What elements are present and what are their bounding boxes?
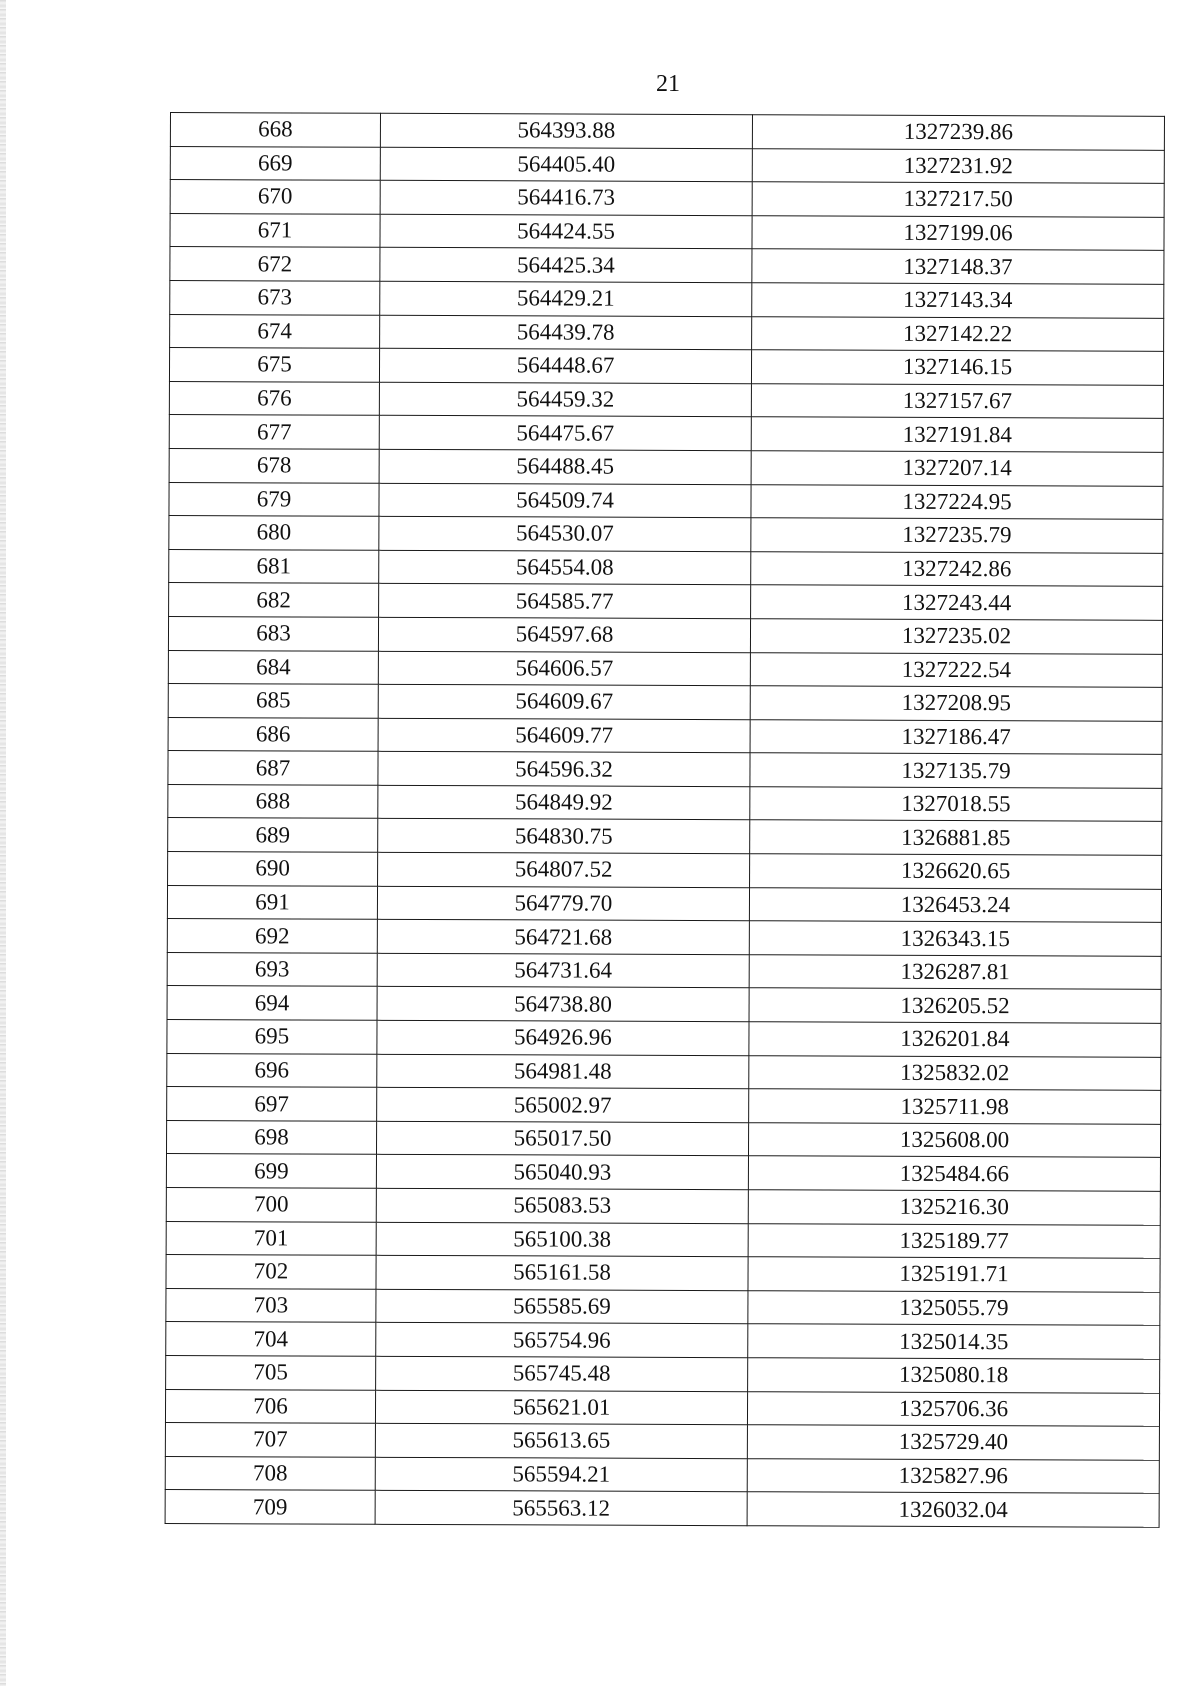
y-coordinate-cell: 1327142.22 (752, 316, 1164, 351)
y-coordinate-cell: 1327148.37 (752, 249, 1164, 284)
y-coordinate-cell: 1326032.04 (747, 1492, 1159, 1527)
y-coordinate-cell: 1325827.96 (747, 1458, 1159, 1493)
point-number-cell: 670 (170, 180, 380, 214)
point-number-cell: 705 (166, 1355, 376, 1389)
x-coordinate-cell: 564830.75 (378, 819, 750, 854)
table-row (169, 381, 1163, 418)
point-number-cell: 681 (169, 549, 379, 583)
table-row (166, 1288, 1160, 1325)
point-number-cell: 701 (166, 1221, 376, 1255)
point-number-cell: 707 (165, 1423, 375, 1457)
table-row (166, 1355, 1160, 1392)
y-coordinate-cell: 1327018.55 (750, 787, 1162, 822)
table-row (168, 751, 1162, 788)
table-row (170, 280, 1164, 317)
table-row (167, 986, 1161, 1023)
y-coordinate-cell: 1325055.79 (748, 1291, 1160, 1326)
table-row (169, 482, 1163, 519)
table-row (166, 1322, 1160, 1359)
x-coordinate-cell: 564597.68 (378, 617, 750, 652)
y-coordinate-cell: 1327224.95 (751, 484, 1163, 519)
y-coordinate-cell: 1327143.34 (752, 283, 1164, 318)
point-number-cell: 687 (168, 751, 378, 785)
y-coordinate-cell: 1327199.06 (752, 216, 1164, 251)
x-coordinate-cell: 565754.96 (376, 1323, 748, 1358)
point-number-cell: 675 (169, 348, 379, 382)
y-coordinate-cell: 1327217.50 (752, 182, 1164, 217)
point-number-cell: 682 (169, 583, 379, 617)
point-number-cell: 676 (169, 381, 379, 415)
point-number-cell: 684 (168, 650, 378, 684)
y-coordinate-cell: 1327242.86 (751, 551, 1163, 586)
y-coordinate-cell: 1327191.84 (751, 417, 1163, 452)
y-coordinate-cell: 1327135.79 (750, 753, 1162, 788)
y-coordinate-cell: 1327235.02 (750, 619, 1162, 654)
x-coordinate-cell: 565621.01 (375, 1390, 747, 1425)
table-row (165, 1490, 1159, 1527)
point-number-cell: 674 (170, 314, 380, 348)
table-row (165, 1423, 1159, 1460)
x-coordinate-cell: 564981.48 (377, 1054, 749, 1089)
table-row (167, 919, 1161, 956)
x-coordinate-cell: 565017.50 (376, 1121, 748, 1156)
table-row (168, 717, 1162, 754)
table-row (170, 146, 1164, 183)
point-number-cell: 668 (170, 113, 380, 147)
y-coordinate-cell: 1326205.52 (749, 988, 1161, 1023)
x-coordinate-cell: 564731.64 (377, 953, 749, 988)
y-coordinate-cell: 1325832.02 (749, 1055, 1161, 1090)
x-coordinate-cell: 564596.32 (378, 752, 750, 787)
scan-edge (0, 0, 6, 1686)
point-number-cell: 683 (168, 616, 378, 650)
table-row (169, 415, 1163, 452)
table-row (166, 1154, 1160, 1191)
x-coordinate-cell: 564606.57 (378, 651, 750, 686)
point-number-cell: 697 (167, 1087, 377, 1121)
x-coordinate-cell: 564554.08 (379, 550, 751, 585)
point-number-cell: 708 (165, 1456, 375, 1490)
x-coordinate-cell: 564721.68 (377, 920, 749, 955)
point-number-cell: 693 (167, 952, 377, 986)
table-row (166, 1120, 1160, 1157)
coordinates-table (165, 112, 1165, 1528)
table-row (168, 684, 1162, 721)
table-row (167, 952, 1161, 989)
x-coordinate-cell: 564926.96 (377, 1020, 749, 1055)
y-coordinate-cell: 1327207.14 (751, 451, 1163, 486)
y-coordinate-cell: 1326201.84 (749, 1022, 1161, 1057)
y-coordinate-cell: 1325191.71 (748, 1257, 1160, 1292)
table-row (169, 583, 1163, 620)
x-coordinate-cell: 565040.93 (376, 1155, 748, 1190)
x-coordinate-cell: 564509.74 (379, 483, 751, 518)
table-row (169, 549, 1163, 586)
x-coordinate-cell: 564738.80 (377, 987, 749, 1022)
table-row (170, 314, 1164, 351)
y-coordinate-cell: 1325729.40 (747, 1425, 1159, 1460)
point-number-cell: 703 (166, 1288, 376, 1322)
x-coordinate-cell: 565083.53 (376, 1188, 748, 1223)
point-number-cell: 692 (167, 919, 377, 953)
point-number-cell: 702 (166, 1255, 376, 1289)
x-coordinate-cell: 564609.77 (378, 718, 750, 753)
y-coordinate-cell: 1327222.54 (750, 652, 1162, 687)
table-row (167, 1053, 1161, 1090)
table-row (170, 247, 1164, 284)
table-row (169, 348, 1163, 385)
page-number: 21 (656, 71, 680, 97)
y-coordinate-cell: 1325216.30 (748, 1190, 1160, 1225)
x-coordinate-cell: 564393.88 (380, 113, 752, 148)
table-row (166, 1187, 1160, 1224)
y-coordinate-cell: 1325711.98 (749, 1089, 1161, 1124)
y-coordinate-cell: 1326453.24 (749, 887, 1161, 922)
point-number-cell: 689 (168, 818, 378, 852)
table-row (167, 1020, 1161, 1057)
x-coordinate-cell: 564779.70 (377, 886, 749, 921)
x-coordinate-cell: 564530.07 (379, 516, 751, 551)
x-coordinate-cell: 565161.58 (376, 1255, 748, 1290)
y-coordinate-cell: 1327208.95 (750, 686, 1162, 721)
y-coordinate-cell: 1325706.36 (747, 1391, 1159, 1426)
x-coordinate-cell: 564488.45 (379, 449, 751, 484)
x-coordinate-cell: 564475.67 (379, 416, 751, 451)
y-coordinate-cell: 1326343.15 (749, 921, 1161, 956)
y-coordinate-cell: 1327239.86 (752, 115, 1164, 150)
table-row (168, 852, 1162, 889)
x-coordinate-cell: 564609.67 (378, 684, 750, 719)
x-coordinate-cell: 564429.21 (380, 281, 752, 316)
y-coordinate-cell: 1327186.47 (750, 719, 1162, 754)
point-number-cell: 679 (169, 482, 379, 516)
table-row (168, 650, 1162, 687)
point-number-cell: 695 (167, 1020, 377, 1054)
y-coordinate-cell: 1325080.18 (748, 1358, 1160, 1393)
x-coordinate-cell: 565585.69 (376, 1289, 748, 1324)
point-number-cell: 694 (167, 986, 377, 1020)
point-number-cell: 672 (170, 247, 380, 281)
point-number-cell: 671 (170, 213, 380, 247)
table-row (168, 784, 1162, 821)
x-coordinate-cell: 564439.78 (380, 315, 752, 350)
y-coordinate-cell: 1327146.15 (751, 350, 1163, 385)
y-coordinate-cell: 1326287.81 (749, 955, 1161, 990)
y-coordinate-cell: 1326620.65 (750, 854, 1162, 889)
point-number-cell: 677 (169, 415, 379, 449)
x-coordinate-cell: 565100.38 (376, 1222, 748, 1257)
table-row (169, 516, 1163, 553)
table-row (170, 180, 1164, 217)
point-number-cell: 696 (167, 1053, 377, 1087)
point-number-cell: 686 (168, 717, 378, 751)
y-coordinate-cell: 1325608.00 (748, 1123, 1160, 1158)
table-row (168, 616, 1162, 653)
coordinates-table-body (165, 113, 1164, 1528)
point-number-cell: 673 (170, 280, 380, 314)
point-number-cell: 678 (169, 448, 379, 482)
table-row (166, 1255, 1160, 1292)
point-number-cell: 688 (168, 784, 378, 818)
x-coordinate-cell: 565594.21 (375, 1457, 747, 1492)
point-number-cell: 691 (167, 885, 377, 919)
x-coordinate-cell: 565563.12 (375, 1491, 747, 1526)
point-number-cell: 699 (166, 1154, 376, 1188)
table-row (170, 113, 1164, 150)
x-coordinate-cell: 564849.92 (378, 785, 750, 820)
y-coordinate-cell: 1327231.92 (752, 148, 1164, 183)
x-coordinate-cell: 564416.73 (380, 180, 752, 215)
x-coordinate-cell: 565745.48 (376, 1356, 748, 1391)
y-coordinate-cell: 1325484.66 (748, 1156, 1160, 1191)
x-coordinate-cell: 564425.34 (380, 248, 752, 283)
x-coordinate-cell: 564424.55 (380, 214, 752, 249)
x-coordinate-cell: 564448.67 (379, 348, 751, 383)
x-coordinate-cell: 564807.52 (378, 852, 750, 887)
x-coordinate-cell: 565613.65 (375, 1423, 747, 1458)
table-row (167, 885, 1161, 922)
point-number-cell: 669 (170, 146, 380, 180)
y-coordinate-cell: 1325014.35 (748, 1324, 1160, 1359)
y-coordinate-cell: 1325189.77 (748, 1223, 1160, 1258)
x-coordinate-cell: 564585.77 (379, 584, 751, 619)
point-number-cell: 700 (166, 1187, 376, 1221)
table-row (168, 818, 1162, 855)
y-coordinate-cell: 1327243.44 (751, 585, 1163, 620)
table-row (166, 1221, 1160, 1258)
y-coordinate-cell: 1326881.85 (750, 820, 1162, 855)
table-row (165, 1456, 1159, 1493)
y-coordinate-cell: 1327235.79 (751, 518, 1163, 553)
point-number-cell: 680 (169, 516, 379, 550)
x-coordinate-cell: 564459.32 (379, 382, 751, 417)
point-number-cell: 685 (168, 684, 378, 718)
table-row (170, 213, 1164, 250)
y-coordinate-cell: 1327157.67 (751, 383, 1163, 418)
table-row (165, 1389, 1159, 1426)
point-number-cell: 704 (166, 1322, 376, 1356)
point-number-cell: 709 (165, 1490, 375, 1524)
point-number-cell: 690 (168, 852, 378, 886)
point-number-cell: 698 (166, 1120, 376, 1154)
table-row (167, 1087, 1161, 1124)
x-coordinate-cell: 565002.97 (377, 1088, 749, 1123)
x-coordinate-cell: 564405.40 (380, 147, 752, 182)
point-number-cell: 706 (165, 1389, 375, 1423)
table-row (169, 448, 1163, 485)
